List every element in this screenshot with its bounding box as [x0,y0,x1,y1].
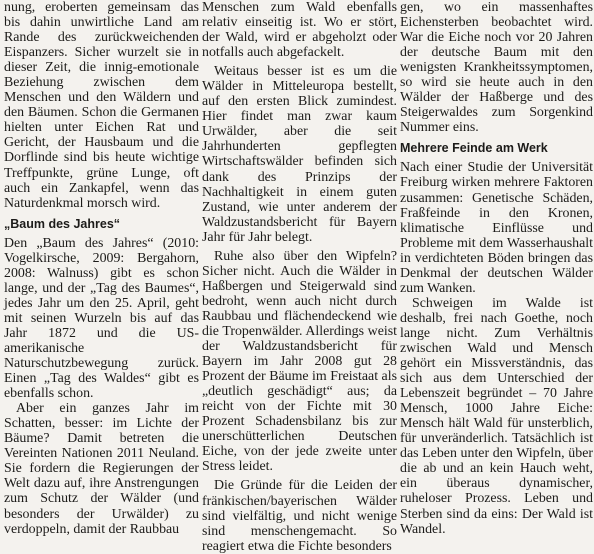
paragraph: Die Gründe für die Leiden der fränkischen/bayerischen Wälder sind vielfältig, und nicht wenige sind menschengemacht. So reagiert etwa die Fichte besonders [202,478,397,554]
paragraph: Schweigen im Walde ist deshalb, frei nach Goethe, noch lange nicht. Zum Verhältnis zwischen Wald und Mensch gehört ein Missverständnis, das sich aus dem Unterschied der Lebenszeit begründet – 70 Jahre Mensch, 1000 Jahre Eiche: Mensch hält Wald für unsterblich, für unveränderlich. Tatsächlich ist das Leben unter den Wipfeln, über die ab und an kein Hauch weht, ein überaus dynamischer, ruheloser Prozess. Leben und Sterben sind da eins: Der Wald ist Wandel. [400,295,593,537]
paragraph: Aber ein ganzes Jahr im Schatten, besser: im Lichte der Bäume? Damit betreten die Vereinten Nationen 2011 Neuland. Sie fordern die Regierungen der Welt dazu auf, ihre Anstrengungen zum Schutz der Wälder (und besonders der Urwälder) zu verdoppeln, damit der Raubbau [4,401,199,537]
subheading: „Baum des Jahres“ [4,216,121,231]
paragraph: nung, eroberten gemeinsam das bis dahin unwirtliche Land am Rande des zurückweichenden Eispanzers. Sicher wurzelt sie in dieser Zeit, die innig-emotionale Beziehung zwischen dem Menschen und den Wäldern und den Bäumen. Schon die Germanen hielten unter Eichen Rat und Gericht, der Hausbaum und die Dorflinde sind bis heute wichtige Treffpunkte, grüne Lunge, oft auch ein Zankapfel, wenn das Naturdenkmal morsch wird. [4,0,199,211]
text-column-1 [4,0,199,554]
paragraph: Ruhe also über den Wipfeln? Sicher nicht. Auch die Wälder in Haßbergen und Steigerwald sind bedroht, wenn auch nicht durch Raubbau und flächendeckend wie die Tropenwälder. Allerdings weist der Waldzustandsbericht für Bayern im Jahr 2008 gut 28 Prozent der Bäume im Freistaat als „deutlich geschädigt“ aus; da reicht von der Fichte mit 30 Prozent Schadensbilanz bis zur unerschütterlichen Deutschen Eiche, von der jede zweite unter Stress leidet. [202,248,397,475]
paragraph: Nach einer Studie der Universität Freiburg wirken mehrere Faktoren zusammen: Genetische Schäden, Fraßfeinde in den Kronen, klimatische Einflüsse und Probleme mit dem Wasserhaushalt in verdichteten Böden bringen das Denkmal der deutschen Wälder zum Wanken. [400,160,593,296]
paragraph: Weitaus besser ist es um die Wälder in Mitteleuropa bestellt, auf den ersten Blick zumindest. Hier findet man zwar kaum Urwälder, aber die seit Jahrhunderten gepflegten Wirtschaftswälder befinden sich dank des Prinzips der Nachhaltigkeit in einem guten Zustand, wie unter anderem der Waldzustandsbericht für Bayern Jahr für Jahr belegt. [202,64,397,245]
text-column-2 [202,0,397,554]
subheading: Mehrere Feinde am Werk [400,141,548,156]
paragraph: gen, wo ein massenhaftes Eichensterben beobachtet wird. War die Eiche noch vor 20 Jahren der deutsche Baum mit den wenigsten Krankheitssymptomen, so wird sie heute auch in den Wälder der Haßberge und des Steigerwaldes zum Sorgenkind Nummer eins. [400,0,593,136]
paragraph: Den „Baum des Jahres“ (2010: Vogelkirsche, 2009: Bergahorn, 2008: Walnuss) gibt es schon lange, und der „Tag des Baumes“, jedes Jahr um den 25. April, geht mit seinen Wurzeln bis auf das Jahr 1872 und die US-amerikanische Naturschutzbewegung zurück. Einen „Tag des Waldes“ gibt es ebenfalls schon. [4,235,199,402]
text-column-3 [400,0,593,554]
paragraph: Menschen zum Wald ebenfalls relativ einseitig ist. Wo er stört, der Wald, wird er abgeholzt oder notfalls auch abgefackelt. [202,0,397,61]
